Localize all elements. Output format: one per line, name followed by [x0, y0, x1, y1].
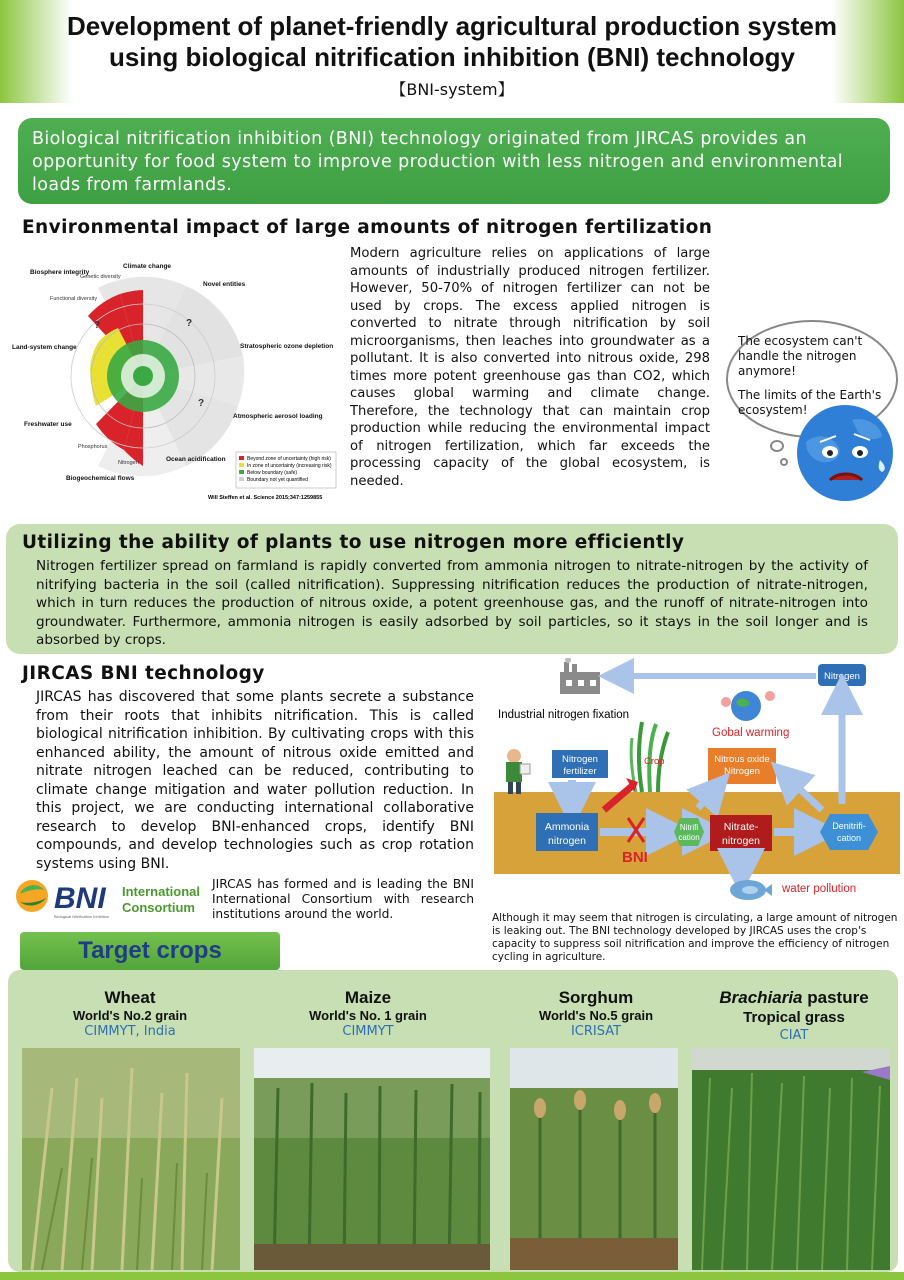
sorghum-photo [510, 1048, 678, 1270]
diag-global-warming: Gobal warming [712, 727, 790, 739]
pb-legend-3: Below boundary (safe) [247, 470, 298, 476]
diag-bni-label: BNI [622, 849, 648, 866]
title-line-2: using biological nitrification inhibition (BNI) technology [108, 42, 796, 72]
pb-question-1: ? [94, 320, 101, 331]
crop-card-sorghum [506, 988, 686, 1040]
diag-deni-line1: Denitrifi- [832, 821, 866, 831]
pb-label-bio: Biosphere integrity [30, 269, 90, 276]
pb-legend [236, 452, 336, 488]
pb-label-nitro: Nitrogen [118, 460, 139, 466]
crop-institute: CIMMYT, India [84, 1024, 176, 1039]
diag-nitri-line1: Nitrifi [679, 823, 699, 832]
pb-label-land: Land-system change [12, 344, 77, 351]
diag-nitrogen-box: Nitrogen [824, 671, 860, 682]
crop-card-wheat [20, 988, 240, 1040]
poster-header [0, 0, 904, 103]
pb-label-aerosol: Atmospheric aerosol loading [233, 413, 323, 420]
crop-card-brachiaria [694, 988, 894, 1044]
section1-paragraph: Modern agriculture relies on applications of large amounts of industrially produced nitrogen fertilizer. However, 50-70% of nitrogen fertilizer can not be used by crops. The excess applied nitrogen is converted to nitrate through nitrification by soil microorganisms, then leaches into groundwater as a pollutant. It is also converted into nitrous oxide, 298 times more potent greenhouse gas than CO2, which causes global warming and climate change. Therefore, the technology that can maintain crop production while reducing the environmental impact of nitrogen fertilization, which far exceeds the processing capacity of the global ecosystem, is needed. [350, 246, 710, 489]
crop-card-maize [254, 988, 482, 1040]
logo-international: International [122, 884, 201, 899]
diag-water-pollution: water pollution [782, 883, 857, 895]
logo-bni-text: BNI [54, 882, 106, 915]
crop-institute: CIAT [779, 1028, 809, 1043]
diag-amm-line2: nitrogen [548, 835, 586, 847]
crop-name: Maize [344, 988, 392, 1007]
pb-label-climate: Climate change [123, 263, 172, 270]
logo-consortium: Consortium [122, 900, 195, 915]
pb-label-ozone: Stratospheric ozone depletion [240, 343, 334, 350]
diagram-caption: Although it may seem that nitrogen is circulating, a large amount of nitrogen is leaking out. The BNI technology developed by JIRCAS uses the crop's capacity to suppress soil nitrification and improve the efficiency of nitrogen cycling in agriculture. [492, 912, 898, 963]
section2-paragraph: Nitrogen fertilizer spread on farmland is rapidly converted from ammonia nitrogen to nitrate-nitrogen by the activity of nitrifying bacteria in the soil (called nitrification). Suppressing nitrification reduces the production of nitrate-nitrogen, which in turn reduces the production of nitrous oxide, a potent greenhouse gas, and the runoff of nitrate-nitrogen into groundwater. Furthermore, ammonia nitrogen is easily adsorbed by soil particles, so it stays in the soil longer and is absorbed by crops. [36, 558, 868, 648]
intro-box: Biological nitrification inhibition (BNI) technology originated from JIRCAS provides an opportunity for food system to improve production with less nitrogen and environmental loads from farmlands. [18, 118, 890, 204]
section3-paragraph: JIRCAS has discovered that some plants secrete a substance from their roots that inhibits nitrification. This is called biological nitrification inhibition. By cultivating crops with this enhanced ability, the amount of nitrous oxide emitted and nitrate nitrogen leached can be reduced, contributing to climate change mitigation and water pollution reduction. In this project, we are conducting international collaborative research to develop BNI-enhanced crops, identify BNI compounds, and develop technologies such as crop rotation systems using BNI. [36, 689, 474, 872]
pb-legend-4: Boundary not yet quantified [247, 477, 308, 483]
pb-legend-2: In zone of uncertainty (increasing risk) [247, 463, 332, 469]
crop-rank: Tropical grass [743, 1009, 845, 1026]
target-crops-heading: Target crops [20, 932, 280, 970]
crop-name-italic: Brachiaria [719, 988, 803, 1007]
crop-institute: ICRISAT [570, 1024, 622, 1039]
crop-name-rest: pasture [802, 988, 869, 1007]
wheat-photo [22, 1048, 240, 1270]
crop-rank: World's No.5 grain [538, 1008, 654, 1023]
diag-fert-line1: Nitrogen [562, 754, 598, 765]
bubble-text-1: The ecosystem can't handle the nitrogen anymore! [738, 334, 863, 378]
crop-name: Sorghum [558, 988, 634, 1007]
pb-legend-1: Beyond zone of uncertainty (high risk) [247, 456, 331, 462]
factory-icon [560, 658, 600, 694]
diag-nitri-line2: cation [678, 833, 700, 842]
diag-fert-line2: fertilizer [563, 766, 597, 777]
fish-icon [730, 880, 772, 900]
diag-deni-line2: cation [836, 833, 862, 843]
pb-question-2: ? [186, 318, 193, 329]
diag-industrial-label: Industrial nitrogen fixation [498, 709, 630, 721]
crop-name [694, 988, 894, 1008]
pb-label-ocean: Ocean acidification [166, 456, 226, 463]
consortium-text: JIRCAS has formed and is leading the BNI International Consortium with research institutions around the world. [212, 877, 474, 921]
section-heading-environmental: Environmental impact of large amounts of nitrogen fertilization [22, 217, 713, 238]
pb-label-genetic: Genetic diversity [80, 274, 121, 280]
pb-citation: Will Steffen et al. Science 2015;347:1259855 [208, 495, 323, 501]
crop-rank: World's No. 1 grain [309, 1008, 427, 1023]
pb-label-fresh: Freshwater use [24, 421, 72, 428]
section-heading-efficiency: Utilizing the ability of plants to use nitrogen more efficiently [22, 532, 685, 553]
diag-crop-label: Crop [644, 756, 665, 767]
diag-nitrate-line2: nitrogen [722, 835, 760, 847]
brachiaria-photo [692, 1048, 890, 1270]
logo-small-text: Biological Nitrification Inhibition [54, 914, 110, 919]
diag-n2o-line2: Nitrogen [724, 766, 760, 777]
poster-subtitle: 【BNI-system】 [390, 80, 514, 99]
pb-label-functional: Functional diversity [50, 296, 98, 302]
bubble-text-2: The limits of the Earth's ecosystem! [738, 388, 882, 417]
maize-photo [254, 1048, 490, 1270]
planetary-boundaries-figure [8, 256, 338, 506]
farmer-icon [506, 749, 530, 794]
crop-rank: World's No.2 grain [72, 1008, 188, 1023]
pb-label-phos: Phosphorus [78, 444, 108, 450]
nitrogen-cycle-diagram [492, 658, 902, 910]
diag-amm-line1: Ammonia [544, 821, 590, 833]
section-heading-jircas: JIRCAS BNI technology [22, 663, 265, 684]
bni-consortium-logo [14, 876, 206, 920]
earth-warming-icon [721, 691, 775, 721]
diag-n2o-line1: Nitrous oxide [714, 754, 770, 765]
pb-question-3: ? [198, 398, 205, 409]
bubble-dot-1 [770, 440, 784, 452]
bubble-dot-2 [780, 458, 788, 466]
poster-title [0, 0, 904, 73]
diag-nitrate-line1: Nitrate- [723, 821, 759, 833]
title-line-1: Development of planet-friendly agricultural production system [66, 11, 837, 41]
pb-label-biogeo: Biogeochemical flows [66, 475, 135, 482]
crop-institute: CIMMYT [342, 1024, 394, 1039]
sick-earth-icon [792, 402, 898, 504]
pb-label-novel: Novel entities [203, 281, 246, 288]
bottom-bar [0, 1272, 904, 1280]
crop-name: Wheat [104, 988, 156, 1007]
